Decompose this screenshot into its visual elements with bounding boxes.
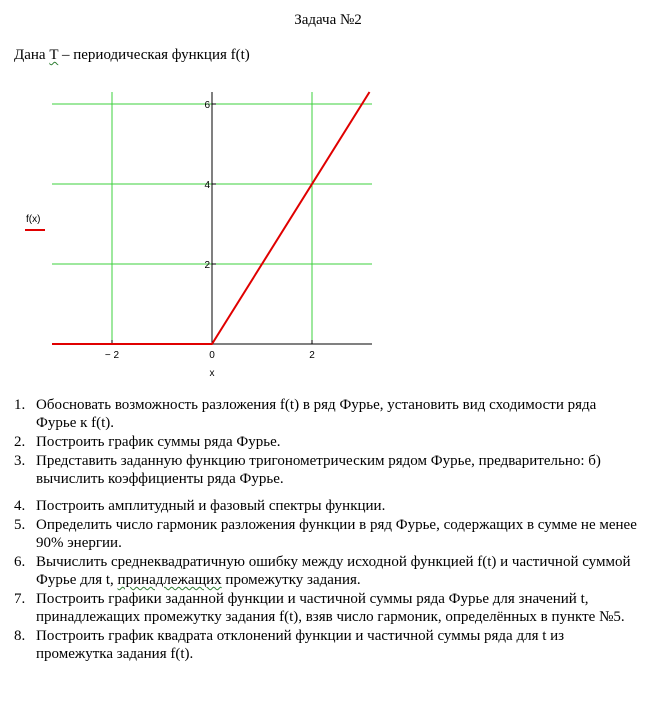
task-number: 6. [14,554,26,570]
given-prefix: Дана [14,47,50,63]
task-number: 2. [14,434,26,450]
task-text: Обосновать возможность разложения f(t) в ряд Фурье, установить вид сходимости ряда Фурье к f(t). [36,397,597,431]
task-number: 3. [14,453,26,469]
x-axis-label: x [209,368,215,379]
given-statement [14,47,250,64]
y-tick-label: 4 [204,180,210,191]
task-item-1 [0,396,640,432]
task-item-2 [0,433,640,451]
task-text-underlined: принадлежащих [117,572,222,588]
given-period-symbol: T [49,47,59,63]
task-item-6 [0,553,640,589]
task-text: Построить амплитудный и фазовый спектры функции. [36,498,386,514]
task-text: Построить график суммы ряда Фурье. [36,434,281,450]
task-number: 4. [14,498,26,514]
task-number: 5. [14,517,26,533]
task-item-7 [0,590,640,626]
task-number: 1. [14,397,26,413]
task-text: Определить число гармоник разложения функции в ряд Фурье, содержащих в сумме не менее 90% энергии. [36,517,637,551]
function-plot [0,80,400,380]
task-text-before: Вычислить среднеквадратичную ошибку между исходной функцией f(t) и частичной суммой Фурье для t, [36,554,631,588]
plot-axes [52,92,372,344]
task-text: Построить график квадрата отклонений функции и частичной суммы ряда для t из промежутка задания f(t). [36,628,565,662]
task-number: 7. [14,591,26,607]
given-suffix: – периодическая функция f(t) [58,47,250,63]
x-tick-label: 2 [309,350,315,361]
x-tick-label: − 2 [104,350,120,361]
y-tick-label: 2 [204,260,210,271]
x-tick-label: 0 [209,350,215,361]
task-item-8 [0,627,640,663]
task-number: 8. [14,628,26,644]
task-item-5 [0,516,640,552]
y-tick-label: 6 [204,100,210,111]
task-text: Представить заданную функцию тригонометрическим рядом Фурье, предварительно: б) вычислить коэффициенты ряда Фурье. [36,453,601,487]
plot-labels [25,100,315,379]
series-line [52,92,370,344]
page-title: Задача №2 [294,12,362,28]
task-text-after: промежутку задания. [221,572,361,588]
task-list [0,396,640,664]
task-item-3 [0,452,640,488]
y-axis-label: f(x) [26,214,41,225]
task-text: Построить графики заданной функции и частичной суммы ряда Фурье для значений t, принадлежащих промежутку задания f(t), взяв число гармоник, определённых в пункте №5. [36,591,625,625]
task-item-4 [0,497,640,515]
plot-series [52,92,370,344]
